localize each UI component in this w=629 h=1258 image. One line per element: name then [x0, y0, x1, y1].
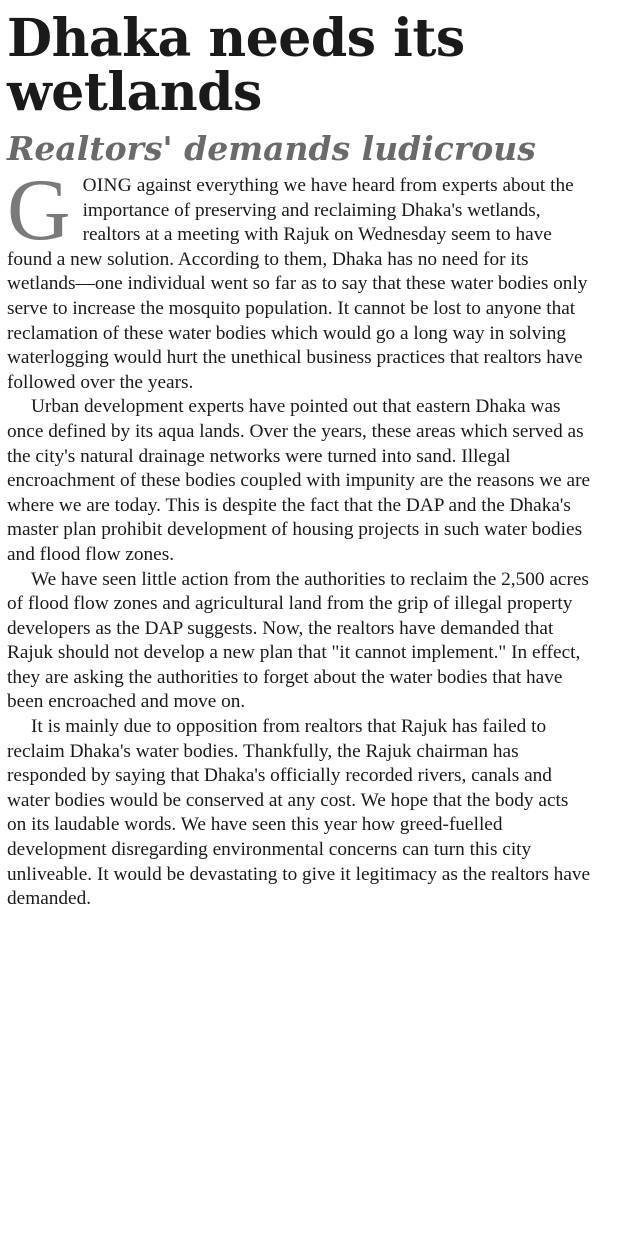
subheadline: Realtors' demands ludicrous — [7, 129, 536, 168]
editorial-article — [7, 0, 591, 912]
lead-caps: OING — [82, 175, 132, 196]
paragraph-2: Urban development experts have pointed out that eastern Dhaka was once defined by its aqua lands. Over the years, these areas which served as the city's natural drainage networks were turned into sand. Illegal encroachment of these bodies coupled with impunity are the reasons we are where we are today. This is despite the fact that the DAP and the Dhaka's master plan prohibit development of housing projects in such water bodies and flood flow zones. — [7, 396, 591, 565]
paragraph-4: It is mainly due to opposition from realtors that Rajuk has failed to reclaim Dhaka's water bodies. Thankfully, the Rajuk chairman has responded by saying that Dhaka's officially recorded rivers, canals and water bodies would be conserved at any cost. We hope that the body acts on its laudable words. We have seen this year how greed-fuelled development disregarding environmental concerns can turn this city unliveable. It would be devastating to give it legitimacy as the realtors have demanded. — [7, 716, 591, 910]
headline: Dhaka needs its wetlands — [7, 8, 465, 123]
lead-text: against everything we have heard from experts about the importance of preserving and reclaiming Dhaka's wetlands, realtors at a meeting with Rajuk on Wednesday seem to have found a new solution. According to them, Dhaka has no need for its wetlands—one individual went so far as to say that these water bodies only serve to increase the mosquito population. It cannot be lost to anyone that reclamation of these water bodies which would go a long way in solving waterlogging would hurt the unethical business practices that realtors have followed over the years. — [7, 175, 588, 393]
lead-paragraph — [7, 162, 591, 395]
drop-cap: G — [7, 162, 71, 259]
article-body — [7, 162, 591, 912]
paragraph-3: We have seen little action from the authorities to reclaim the 2,500 acres of flood flow zones and agricultural land from the grip of illegal property developers as the DAP suggests. Now, the realtors have demanded that Rajuk should not develop a new plan that "it cannot implement." In effect, they are asking the authorities to forget about the water bodies that have been encroached and move on. — [7, 568, 589, 713]
